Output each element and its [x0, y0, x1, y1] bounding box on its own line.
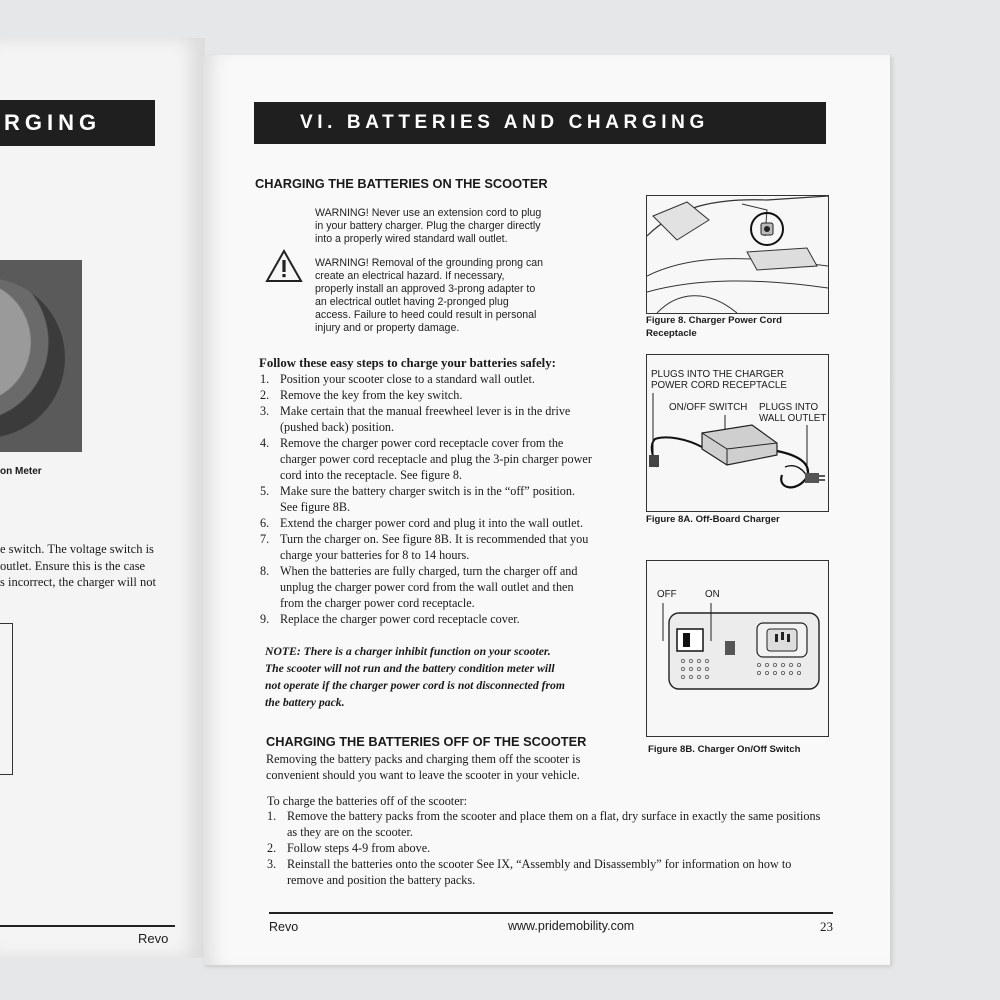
step-item [260, 483, 605, 515]
intro-line: convenient should you want to leave the scooter in your vehicle. [266, 768, 580, 782]
page-number: 23 [820, 919, 833, 934]
footer-website: www.pridemobility.com [508, 919, 635, 933]
label-line: POWER CORD RECEPTACLE [651, 380, 787, 391]
step-item [260, 387, 605, 403]
left-warning-box [0, 623, 13, 775]
note-line: the battery pack. [265, 696, 345, 709]
step-number: 7. [260, 532, 270, 546]
left-footer-rule [0, 925, 175, 927]
step-item [260, 403, 605, 435]
step-line: Follow steps 4-9 from above. [287, 841, 431, 855]
step-line: Make sure the battery charger switch is in the “off” position. [280, 484, 576, 498]
warning-line: access. Failure to heed could result in personal [315, 309, 537, 321]
battery-meter-photo [0, 260, 82, 452]
step-line: Turn the charger on. See figure 8B. It is recommended that you [280, 532, 589, 546]
step-number: 8. [260, 564, 270, 578]
off-scooter-steps-list [267, 808, 837, 888]
right-page [203, 55, 890, 965]
figure-8-image [646, 195, 829, 314]
step-line: charger power cord receptacle and plug the 3-pin charger power [280, 452, 592, 466]
step-number: 3. [260, 404, 270, 418]
warning-line: WARNING! Never use an extension cord to plug [315, 207, 542, 219]
step-item [260, 435, 605, 483]
step-line: from the charger power cord receptacle. [280, 596, 475, 610]
charger-inhibit-note [265, 643, 565, 711]
off-scooter-intro [266, 751, 580, 783]
step-number: 5. [260, 484, 270, 498]
left-text-line: e switch. The voltage switch is [0, 542, 154, 556]
left-page [0, 38, 205, 958]
left-photo-caption: on Meter [0, 466, 42, 477]
step-line: Extend the charger power cord and plug it into the wall outlet. [280, 516, 584, 530]
step-item [267, 840, 837, 856]
step-line: Remove the key from the key switch. [280, 388, 463, 402]
step-number: 6. [260, 516, 270, 530]
section-header: VI. BATTERIES AND CHARGING [254, 102, 826, 144]
step-number: 1. [260, 372, 270, 386]
figure-8b-image [646, 560, 829, 737]
step-line: See figure 8B. [280, 500, 351, 514]
caption-line: Receptacle [646, 327, 697, 339]
charger-switch-illustration [647, 561, 828, 736]
step-number: 9. [260, 612, 270, 626]
left-section-header: RGING [0, 100, 155, 146]
step-item [260, 531, 605, 563]
steps-intro: Follow these easy steps to charge your batteries safely: [259, 356, 556, 370]
label-line: PLUGS INTO [759, 402, 819, 413]
step-line: Reinstall the batteries onto the scooter See IX, “Assembly and Disassembly” for information on how to [287, 857, 792, 871]
charging-steps-list [260, 371, 605, 627]
step-item [260, 611, 605, 627]
figure-8-caption [646, 315, 782, 340]
step-item [267, 808, 837, 840]
footer-model: Revo [269, 920, 299, 934]
label-line: WALL OUTLET [759, 413, 827, 424]
label-on: ON [705, 589, 720, 600]
warning-line: properly install an approved 3-prong adapter to [315, 283, 536, 295]
step-item [260, 515, 605, 531]
step-number: 2. [267, 841, 277, 855]
label-on-off-switch: ON/OFF SWITCH [669, 402, 748, 413]
page-edge [890, 58, 896, 963]
off-scooter-lead: To charge the batteries off of the scooter: [267, 794, 468, 808]
step-line: charge your batteries for 8 to 14 hours. [280, 548, 470, 562]
step-item [260, 371, 605, 387]
section-title-off-scooter: CHARGING THE BATTERIES OFF OF THE SCOOTER [266, 734, 587, 749]
left-text-line: outlet. Ensure this is the case [0, 558, 146, 573]
note-line: not operate if the charger power cord is not disconnected from [265, 679, 565, 692]
figure-8a-caption: Figure 8A. Off-Board Charger [646, 514, 780, 525]
off-board-charger-illustration [647, 355, 828, 511]
footer-rule [269, 912, 833, 914]
step-line: Position your scooter close to a standard wall outlet. [280, 372, 535, 386]
warning-line: in your battery charger. Plug the charger directly [315, 220, 541, 232]
figure-8b-caption: Figure 8B. Charger On/Off Switch [648, 744, 801, 755]
warning-line: WARNING! Removal of the grounding prong can [315, 257, 544, 269]
step-number: 4. [260, 436, 270, 450]
step-line: When the batteries are fully charged, turn the charger off and [280, 564, 578, 578]
warning-line: an electrical outlet having 2-pronged plug [315, 296, 509, 308]
step-line: unplug the charger power cord from the wall outlet and then [280, 580, 574, 594]
step-line: (pushed back) position. [280, 420, 395, 434]
figure-8a-image [646, 354, 829, 512]
step-number: 2. [260, 388, 270, 402]
left-footer: Revo [138, 931, 169, 946]
warning-triangle-icon [265, 249, 303, 283]
intro-line: Removing the battery packs and charging them off the scooter is [266, 752, 581, 766]
step-number: 3. [267, 857, 277, 871]
step-line: cord into the receptacle. See figure 8. [280, 468, 463, 482]
step-item [267, 856, 837, 888]
warning-line: injury and or property damage. [315, 322, 460, 334]
note-line: NOTE: There is a charger inhibit function on your scooter. [265, 645, 551, 658]
left-body-text [0, 541, 200, 591]
step-line: Make certain that the manual freewheel lever is in the drive [280, 404, 571, 418]
caption-line: Figure 8. Charger Power Cord [646, 315, 782, 326]
warning-line: create an electrical hazard. If necessary, [315, 270, 505, 282]
label-line: PLUGS INTO THE CHARGER [651, 369, 785, 380]
scooter-receptacle-illustration [647, 196, 828, 313]
label-off: OFF [657, 589, 677, 600]
step-item [260, 563, 605, 611]
step-number: 1. [267, 809, 277, 823]
step-line: as they are on the scooter. [287, 825, 413, 839]
step-line: Remove the charger power cord receptacle cover from the [280, 436, 564, 450]
step-line: remove and position the battery packs. [287, 873, 476, 887]
warning-extension-cord [315, 207, 541, 246]
note-line: The scooter will not run and the battery condition meter will [265, 662, 555, 675]
warning-grounding-prong [315, 257, 543, 335]
left-text-line: s incorrect, the charger will not [0, 575, 156, 589]
step-line: Replace the charger power cord receptacle cover. [280, 612, 520, 626]
warning-line: into a properly wired standard wall outlet. [315, 233, 508, 245]
step-line: Remove the battery packs from the scooter and place them on a flat, dry surface in exactly the same positions [287, 809, 821, 823]
section-title-on-scooter: CHARGING THE BATTERIES ON THE SCOOTER [255, 176, 548, 191]
